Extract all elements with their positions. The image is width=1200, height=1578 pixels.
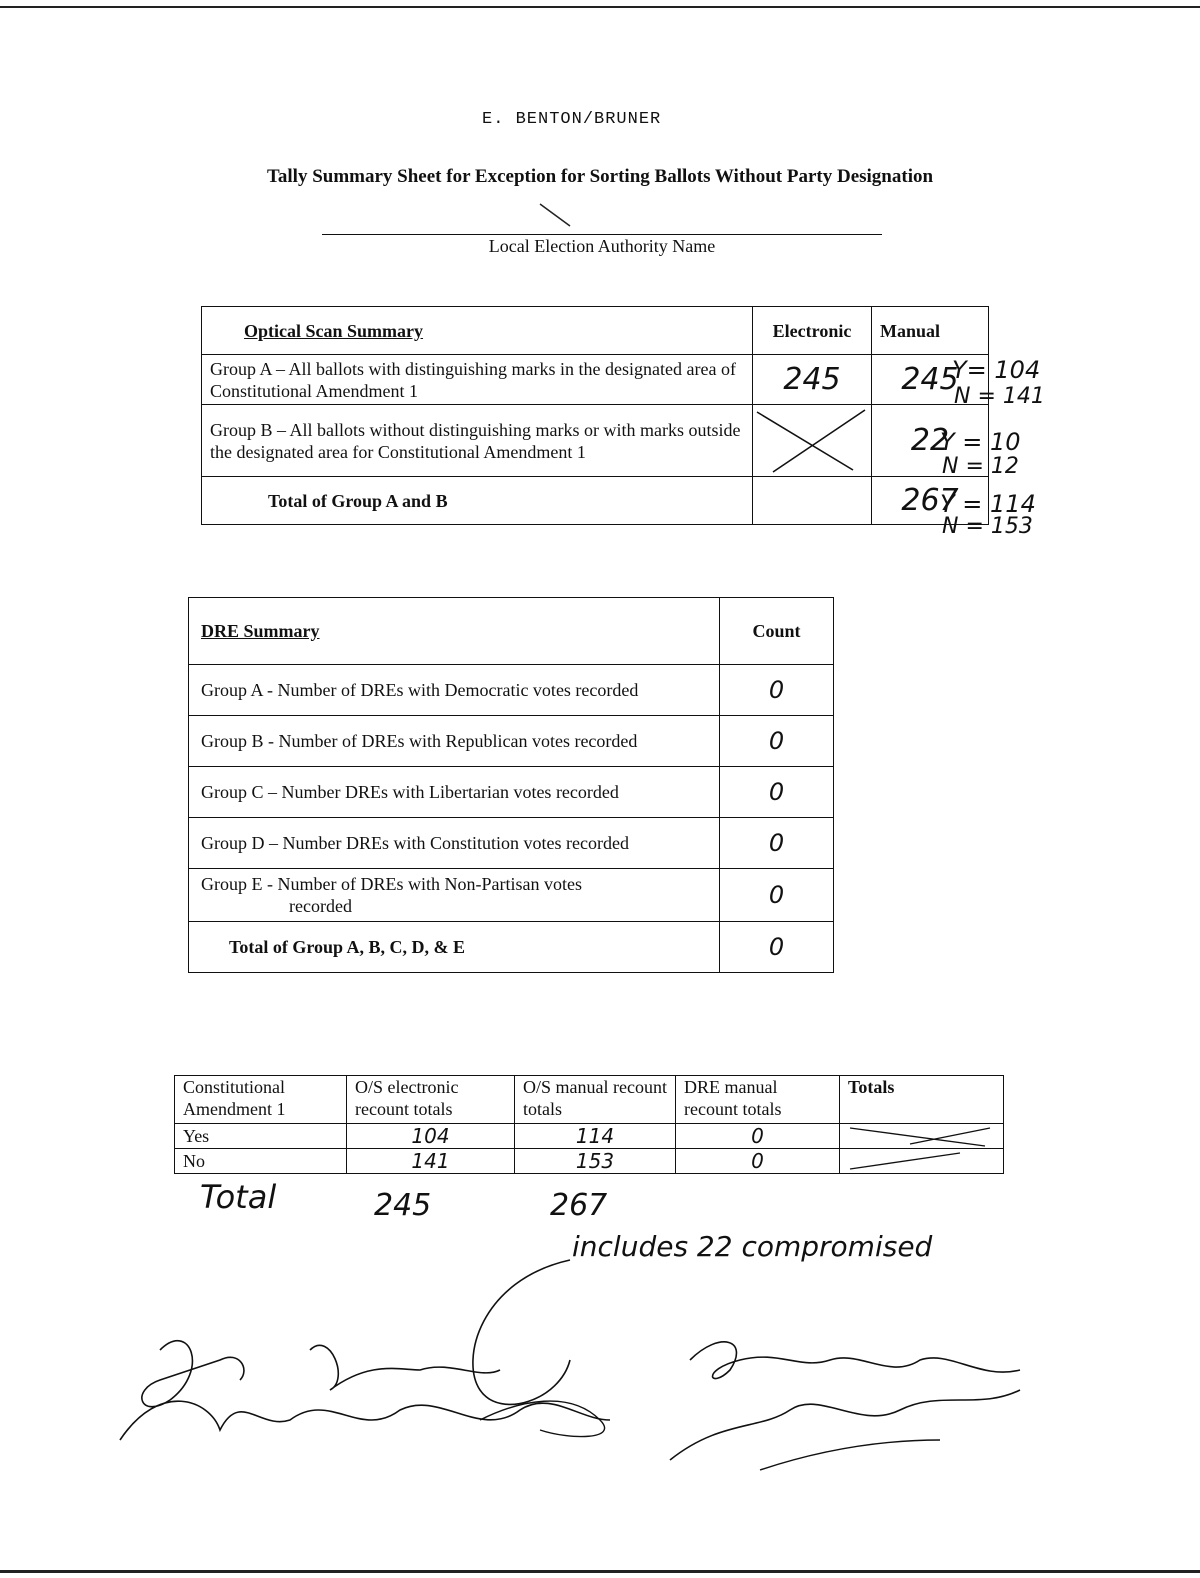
total-a-b-manual: 267 [872, 477, 989, 525]
margin-note-a-no: N = 141 [954, 384, 1045, 409]
no-os-manual: 153 [515, 1149, 676, 1174]
handwritten-total-electronic: 245 [374, 1188, 432, 1223]
dre-group-b-count: 0 [720, 716, 834, 767]
os-electronic-header: O/S electronic recount totals [347, 1076, 515, 1124]
total-a-b-electronic [753, 477, 872, 525]
page-title: Tally Summary Sheet for Exception for Sorting Ballots Without Party Designation [266, 166, 934, 187]
no-label: No [175, 1149, 347, 1174]
electronic-header: Electronic [753, 307, 872, 355]
authority-name-line [322, 234, 882, 235]
dre-total-count: 0 [720, 922, 834, 973]
margin-note-total-yes: Y = 114 [940, 490, 1036, 518]
yes-label: Yes [175, 1124, 347, 1149]
handwritten-total-manual: 267 [550, 1188, 608, 1223]
manual-header: Manual [872, 307, 989, 355]
totals-header: Totals [840, 1076, 1004, 1124]
group-a-label: Group A – All ballots with distinguishing marks in the designated area of Constitutional Amendment 1 [202, 355, 753, 405]
group-a-manual: 245 [872, 355, 989, 405]
optical-scan-summary-table [201, 306, 989, 525]
yes-totals [840, 1124, 1004, 1149]
yes-os-manual: 114 [515, 1124, 676, 1149]
top-border [0, 6, 1200, 8]
dre-group-e-label-line1: Group E - Number of DREs with Non-Partisan votes [201, 874, 582, 894]
dre-summary-title: DRE Summary [189, 598, 720, 665]
group-a-electronic: 245 [753, 355, 872, 405]
amendment-recount-table [174, 1075, 1004, 1174]
group-b-manual: 22 [872, 405, 989, 477]
dre-group-e-count: 0 [720, 869, 834, 922]
os-manual-header: O/S manual recount totals [515, 1076, 676, 1124]
signature-scribbles [100, 1240, 1050, 1480]
dre-group-a-count: 0 [720, 665, 834, 716]
dre-group-b-label: Group B - Number of DREs with Republican votes recorded [189, 716, 720, 767]
no-os-electronic: 141 [347, 1149, 515, 1174]
margin-note-total-no: N = 153 [942, 514, 1033, 539]
dre-group-c-count: 0 [720, 767, 834, 818]
dre-manual-header: DRE manual recount totals [676, 1076, 840, 1124]
handwritten-compromised-note: includes 22 compromised [572, 1230, 933, 1263]
document-code: E. BENTON/BRUNER [482, 110, 662, 129]
dre-group-e-label [189, 869, 720, 922]
optical-scan-title: Optical Scan Summary [202, 307, 753, 355]
amendment-header: Constitutional Amendment 1 [175, 1076, 347, 1124]
pen-stroke [536, 200, 576, 230]
bottom-border [0, 1570, 1200, 1573]
dre-group-c-label: Group C – Number DREs with Libertarian votes recorded [189, 767, 720, 818]
group-b-electronic-crossed [753, 405, 872, 477]
no-dre-manual: 0 [676, 1149, 840, 1174]
margin-note-b-yes: Y = 10 [940, 428, 1021, 456]
yes-os-electronic: 104 [347, 1124, 515, 1149]
dre-group-a-label: Group A - Number of DREs with Democratic votes recorded [189, 665, 720, 716]
count-header: Count [720, 598, 834, 665]
total-a-b-label: Total of Group A and B [202, 477, 753, 525]
handwritten-total-label: Total [200, 1178, 277, 1216]
dre-total-label: Total of Group A, B, C, D, & E [189, 922, 720, 973]
margin-note-b-no: N = 12 [942, 454, 1019, 479]
authority-name-label: Local Election Authority Name [488, 236, 716, 256]
margin-note-a-yes: Y= 104 [952, 356, 1041, 384]
no-totals [840, 1149, 1004, 1174]
dre-group-d-label: Group D – Number DREs with Constitution votes recorded [189, 818, 720, 869]
dre-group-d-count: 0 [720, 818, 834, 869]
yes-dre-manual: 0 [676, 1124, 840, 1149]
dre-summary-table [188, 597, 834, 973]
dre-group-e-label-line2: recorded [289, 896, 352, 916]
group-b-label: Group B – All ballots without distinguishing marks or with marks outside the designated area for Constitutional Amendment 1 [202, 405, 753, 477]
